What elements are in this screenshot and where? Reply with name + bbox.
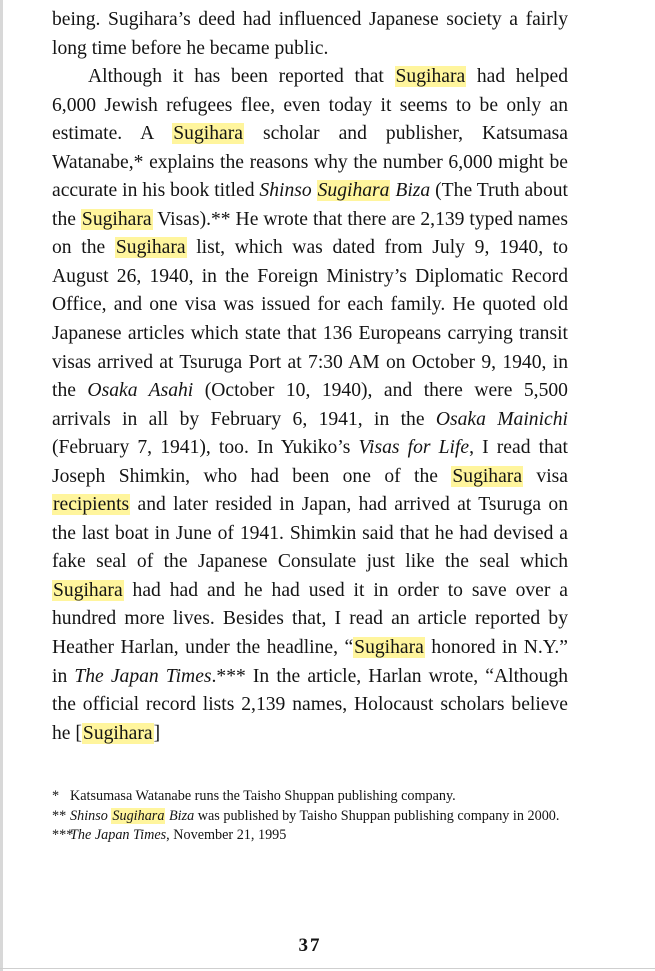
highlight-sugihara[interactable]: Sugihara — [452, 465, 523, 487]
newspaper-title-italic: Osaka Asahi — [87, 380, 194, 402]
footnote-marker: * — [52, 788, 60, 804]
text-segment: (October 10, 1940), and there were 5,500 arrivals in all by February 6, 1941, in the — [52, 380, 568, 430]
footnote-italic: The Japan Times — [70, 827, 167, 843]
highlight-sugihara[interactable]: Sugihara — [173, 123, 243, 145]
text-segment: and later resided in Japan, had arrived at Tsuruga on the last boat in June of 1941. Shimkin said that he had devised a fake seal of the Japanese Consulate just like the seal which — [52, 494, 568, 573]
highlight-recipients[interactable]: recipients — [53, 494, 130, 516]
footnote-2 — [52, 807, 568, 827]
paragraph-1-text: being. Sugihara’s deed had influenced Japanese society a fairly long time before he became public. — [52, 9, 568, 59]
text-segment: Although it has been reported that — [88, 66, 395, 88]
text-segment: had had and he had used it in order to save over a hundred more lives. Besides that, I read an article reported by Heather Harlan, under the headline, “ — [52, 579, 568, 659]
highlight-sugihara[interactable]: Sugihara — [81, 208, 152, 230]
text-segment: had helped 6,000 Jewish refugees flee, even today it seems to be only an estimate. A — [52, 66, 568, 145]
footnote-text: was published by Taisho Shuppan publishing company in 2000. — [194, 807, 560, 824]
text-segment: (The Truth about the — [52, 180, 569, 230]
text-segment: Visas).** He wrote that there are 2,139 typed names on the — [52, 208, 568, 259]
text-segment: visa — [523, 465, 568, 487]
footnote-marker: *** — [52, 827, 74, 843]
highlight-sugihara[interactable]: Sugihara — [112, 807, 165, 824]
highlight-sugihara[interactable]: Sugihara — [395, 66, 466, 88]
book-title-italic: Visas for Life — [358, 437, 470, 459]
text-segment: scholar and publisher, Katsumasa Watanabe,* explains the reasons why the number 6,000 might be accurate in his book titled — [52, 123, 568, 202]
highlight-sugihara[interactable]: Sugihara — [354, 637, 424, 659]
text-segment: ] — [153, 722, 161, 744]
footnote-italic: Shinso — [70, 807, 112, 824]
book-title-italic: Biza — [390, 180, 431, 202]
footnotes — [52, 787, 568, 846]
page-number: 37 — [298, 935, 322, 956]
text-segment: , I read that Joseph Shimkin, who had been one of the — [52, 437, 568, 487]
paragraph-continuation — [52, 6, 568, 63]
text-segment: (February 7, 1941), too. In Yukiko’s — [52, 437, 359, 459]
newspaper-title-italic: Osaka Mainichi — [435, 408, 568, 430]
newspaper-title-italic: The Japan Times — [74, 665, 212, 687]
paragraph-main — [52, 63, 568, 748]
highlight-sugihara[interactable]: Sugihara — [115, 237, 186, 259]
footnote-italic: Biza — [165, 807, 195, 824]
page-left-edge — [0, 0, 3, 971]
footnote-1 — [52, 787, 568, 807]
page-body — [52, 6, 568, 748]
footnote-text: , November 21, 1995 — [166, 827, 287, 843]
highlight-sugihara[interactable]: Sugihara — [82, 722, 153, 744]
highlight-sugihara[interactable]: Sugihara — [317, 180, 390, 202]
footnote-3 — [52, 826, 568, 846]
page-bottom-rule — [0, 968, 655, 969]
text-segment: list, which was dated from July 9, 1940, to August 26, 1940, in the Foreign Ministry’s Diplomatic Record Office, and one visa was issued for each family. He quoted old Japanese articles which state that 136 Europeans carrying transit visas arrived at Tsuruga Port at 7:30 AM on October 9, 1940, in the — [52, 237, 569, 402]
footnote-text: Katsumasa Watanabe runs the Taisho Shuppan publishing company. — [70, 788, 456, 804]
book-title-italic: Shinso — [259, 180, 317, 202]
text-segment: .*** In the article, Harlan wrote, “Although the official record lists 2,139 names, Holocaust scholars believe he [ — [52, 665, 568, 744]
footnote-marker: ** — [52, 807, 67, 824]
text-segment: honored in N.Y.” in — [52, 637, 569, 687]
highlight-sugihara[interactable]: Sugihara — [53, 579, 123, 601]
